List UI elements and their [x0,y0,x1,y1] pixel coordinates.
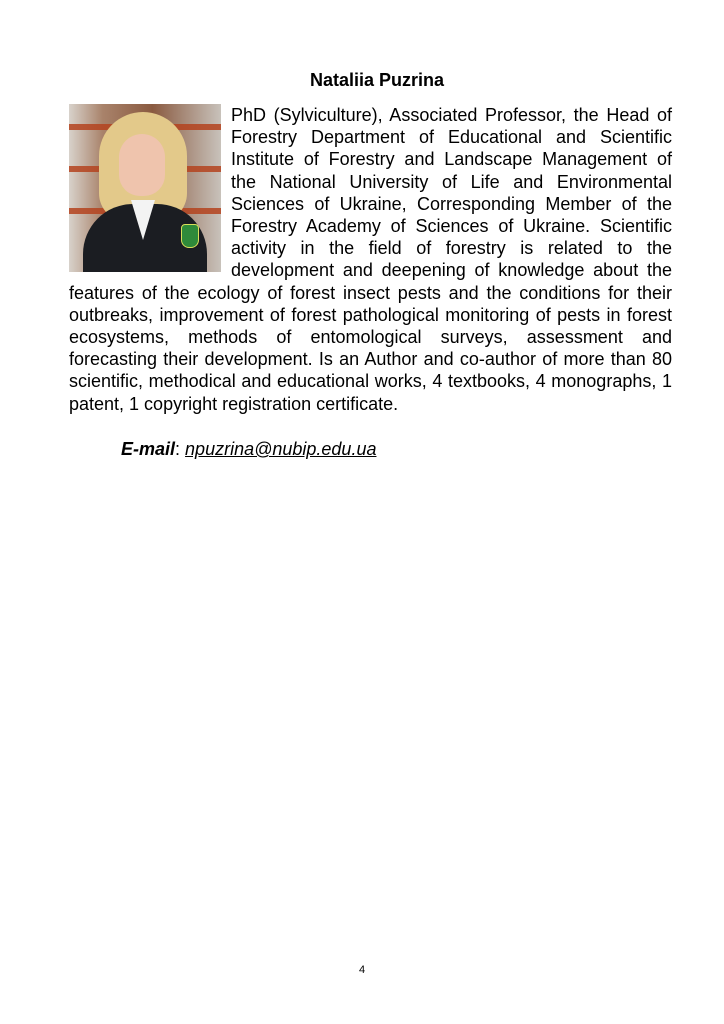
email-link[interactable]: npuzrina@nubip.edu.ua [185,439,377,459]
bio-paragraph [69,104,672,415]
page-number: 4 [358,964,366,976]
bio-text: PhD (Sylviculture), Associated Professor, the Head of Forestry Department of Educational and Scientific Institute of Forestry and Landscape Management of the National University of Life and Environmental Sciences of Ukraine, Corresponding Member of the Forestry Academy of Sciences of Ukraine. Scientific activity in the field of forestry is related to the development and deepening of knowledge about the features of the ecology of forest insect pests and the conditions for their outbreaks, improvement of forest pathological monitoring of pests in forest ecosystems, methods of entomological surveys, assessment and forecasting their development. Is an Author and co-author of more than 80 scientific, methodical and educational works, 4 textbooks, 4 monographs, 1 patent, 1 copyright registration certificate. [69,105,672,414]
badge-icon [181,224,199,248]
email-separator: : [175,439,186,459]
page-title: Nataliia Puzrina [309,70,445,90]
email-label: E-mail [121,439,176,459]
email-line [121,438,376,460]
portrait-photo [69,104,221,272]
